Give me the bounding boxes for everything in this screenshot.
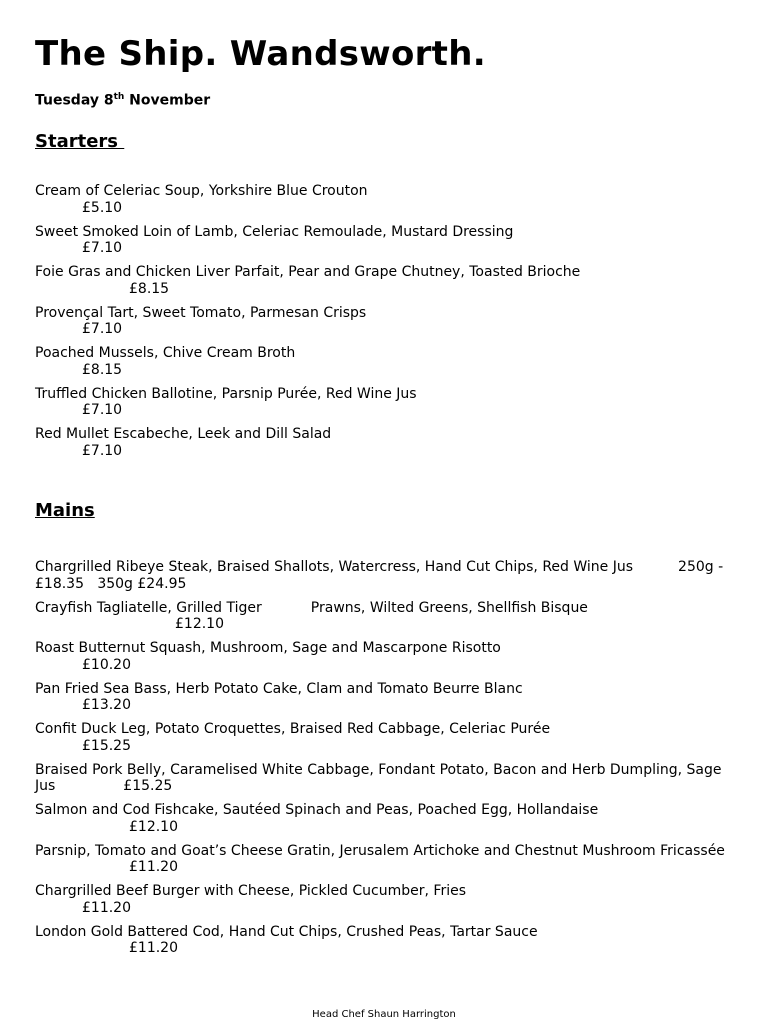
dish-price-line: [35, 778, 755, 795]
dish-name: Foie Gras and Chicken Liver Parfait, Pear and Grape Chutney, Toasted Brioche: [35, 264, 581, 280]
dish-price: £12.10: [175, 616, 224, 632]
dish-name: Provençal Tart, Sweet Tomato, Parmesan Crisps: [35, 304, 367, 321]
list-item: [35, 345, 755, 378]
dish-name-tail: 250g -: [678, 559, 724, 575]
mains-list: [35, 559, 755, 964]
dish-name: [35, 559, 755, 576]
dish-price: £7.10: [82, 240, 123, 256]
dish-name: Cream of Celeriac Soup, Yorkshire Blue Crouton: [35, 183, 368, 199]
dish-name: Red Mullet Escabeche, Leek and Dill Salad: [35, 426, 332, 442]
list-item: [35, 305, 755, 338]
dish-price: £7.10: [82, 321, 123, 337]
dish-price: £15.25: [82, 737, 131, 754]
dish-name: Chargrilled Beef Burger with Cheese, Pickled Cucumber, Fries: [35, 883, 467, 899]
list-item: [35, 924, 755, 957]
dish-price: £7.10: [82, 442, 123, 459]
list-item: [35, 681, 755, 714]
list-item: [35, 559, 755, 592]
list-item: [35, 183, 755, 216]
list-item: [35, 721, 755, 754]
dish-name-main: Crayfish Tagliatelle, Grilled Tiger: [35, 599, 262, 616]
dish-name: Braised Pork Belly, Caramelised White Cabbage, Fondant Potato, Bacon and Herb Dumpling, Sage: [35, 761, 722, 778]
dish-price: £13.20: [82, 697, 131, 713]
dish-name: Poached Mussels, Chive Cream Broth: [35, 345, 296, 361]
dish-name: [35, 600, 755, 617]
dish-price: £11.20: [82, 899, 131, 916]
mains-heading: Mains: [35, 500, 95, 521]
dish-name: Truffled Chicken Ballotine, Parsnip Purée, Red Wine Jus: [35, 385, 417, 402]
dish-name: Sweet Smoked Loin of Lamb, Celeriac Remoulade, Mustard Dressing: [35, 223, 514, 240]
menu-date: [35, 92, 210, 109]
dish-name: Parsnip, Tomato and Goat’s Cheese Gratin, Jerusalem Artichoke and Chestnut Mushroom Fricassée: [35, 842, 725, 859]
dish-price: £8.15: [129, 280, 170, 297]
dish-price: £11.20: [129, 940, 178, 956]
list-item: [35, 224, 755, 257]
list-item: [35, 883, 755, 916]
starters-list: [35, 183, 755, 467]
dish-price: £18.35 350g £24.95: [35, 575, 187, 592]
starters-heading: Starters: [35, 131, 125, 152]
date-prefix: Tuesday 8: [35, 92, 114, 109]
list-item: [35, 802, 755, 835]
list-item: [35, 386, 755, 419]
list-item: [35, 426, 755, 459]
list-item: [35, 264, 755, 297]
dish-name: Confit Duck Leg, Potato Croquettes, Braised Red Cabbage, Celeriac Purée: [35, 721, 551, 737]
menu-footer: [0, 1008, 768, 1021]
head-chef-credit: Head Chef Shaun Harrington: [312, 1009, 456, 1020]
dish-name-tail: Prawns, Wilted Greens, Shellfish Bisque: [310, 599, 588, 616]
date-month: November: [124, 92, 211, 109]
dish-price: £12.10: [129, 818, 178, 835]
dish-price: £8.15: [82, 361, 123, 378]
restaurant-title: The Ship. Wandsworth.: [35, 34, 486, 74]
dish-name: Pan Fried Sea Bass, Herb Potato Cake, Clam and Tomato Beurre Blanc: [35, 680, 523, 697]
dish-name: London Gold Battered Cod, Hand Cut Chips, Crushed Peas, Tartar Sauce: [35, 923, 538, 940]
dish-price: £5.10: [82, 199, 123, 216]
dish-price: £11.20: [129, 859, 178, 875]
dish-name-wrap: Jus: [35, 778, 56, 794]
dish-price: £7.10: [82, 402, 123, 418]
dish-price: £15.25: [123, 778, 173, 794]
dish-name: Roast Butternut Squash, Mushroom, Sage and Mascarpone Risotto: [35, 640, 501, 656]
list-item: [35, 640, 755, 673]
list-item: [35, 762, 755, 795]
list-item: [35, 843, 755, 876]
dish-name-main: Chargrilled Ribeye Steak, Braised Shallots, Watercress, Hand Cut Chips, Red Wine Jus: [35, 559, 634, 575]
list-item: [35, 600, 755, 633]
date-ordinal: th: [113, 92, 125, 102]
dish-price: £10.20: [82, 656, 131, 673]
dish-name: Salmon and Cod Fishcake, Sautéed Spinach and Peas, Poached Egg, Hollandaise: [35, 802, 599, 818]
